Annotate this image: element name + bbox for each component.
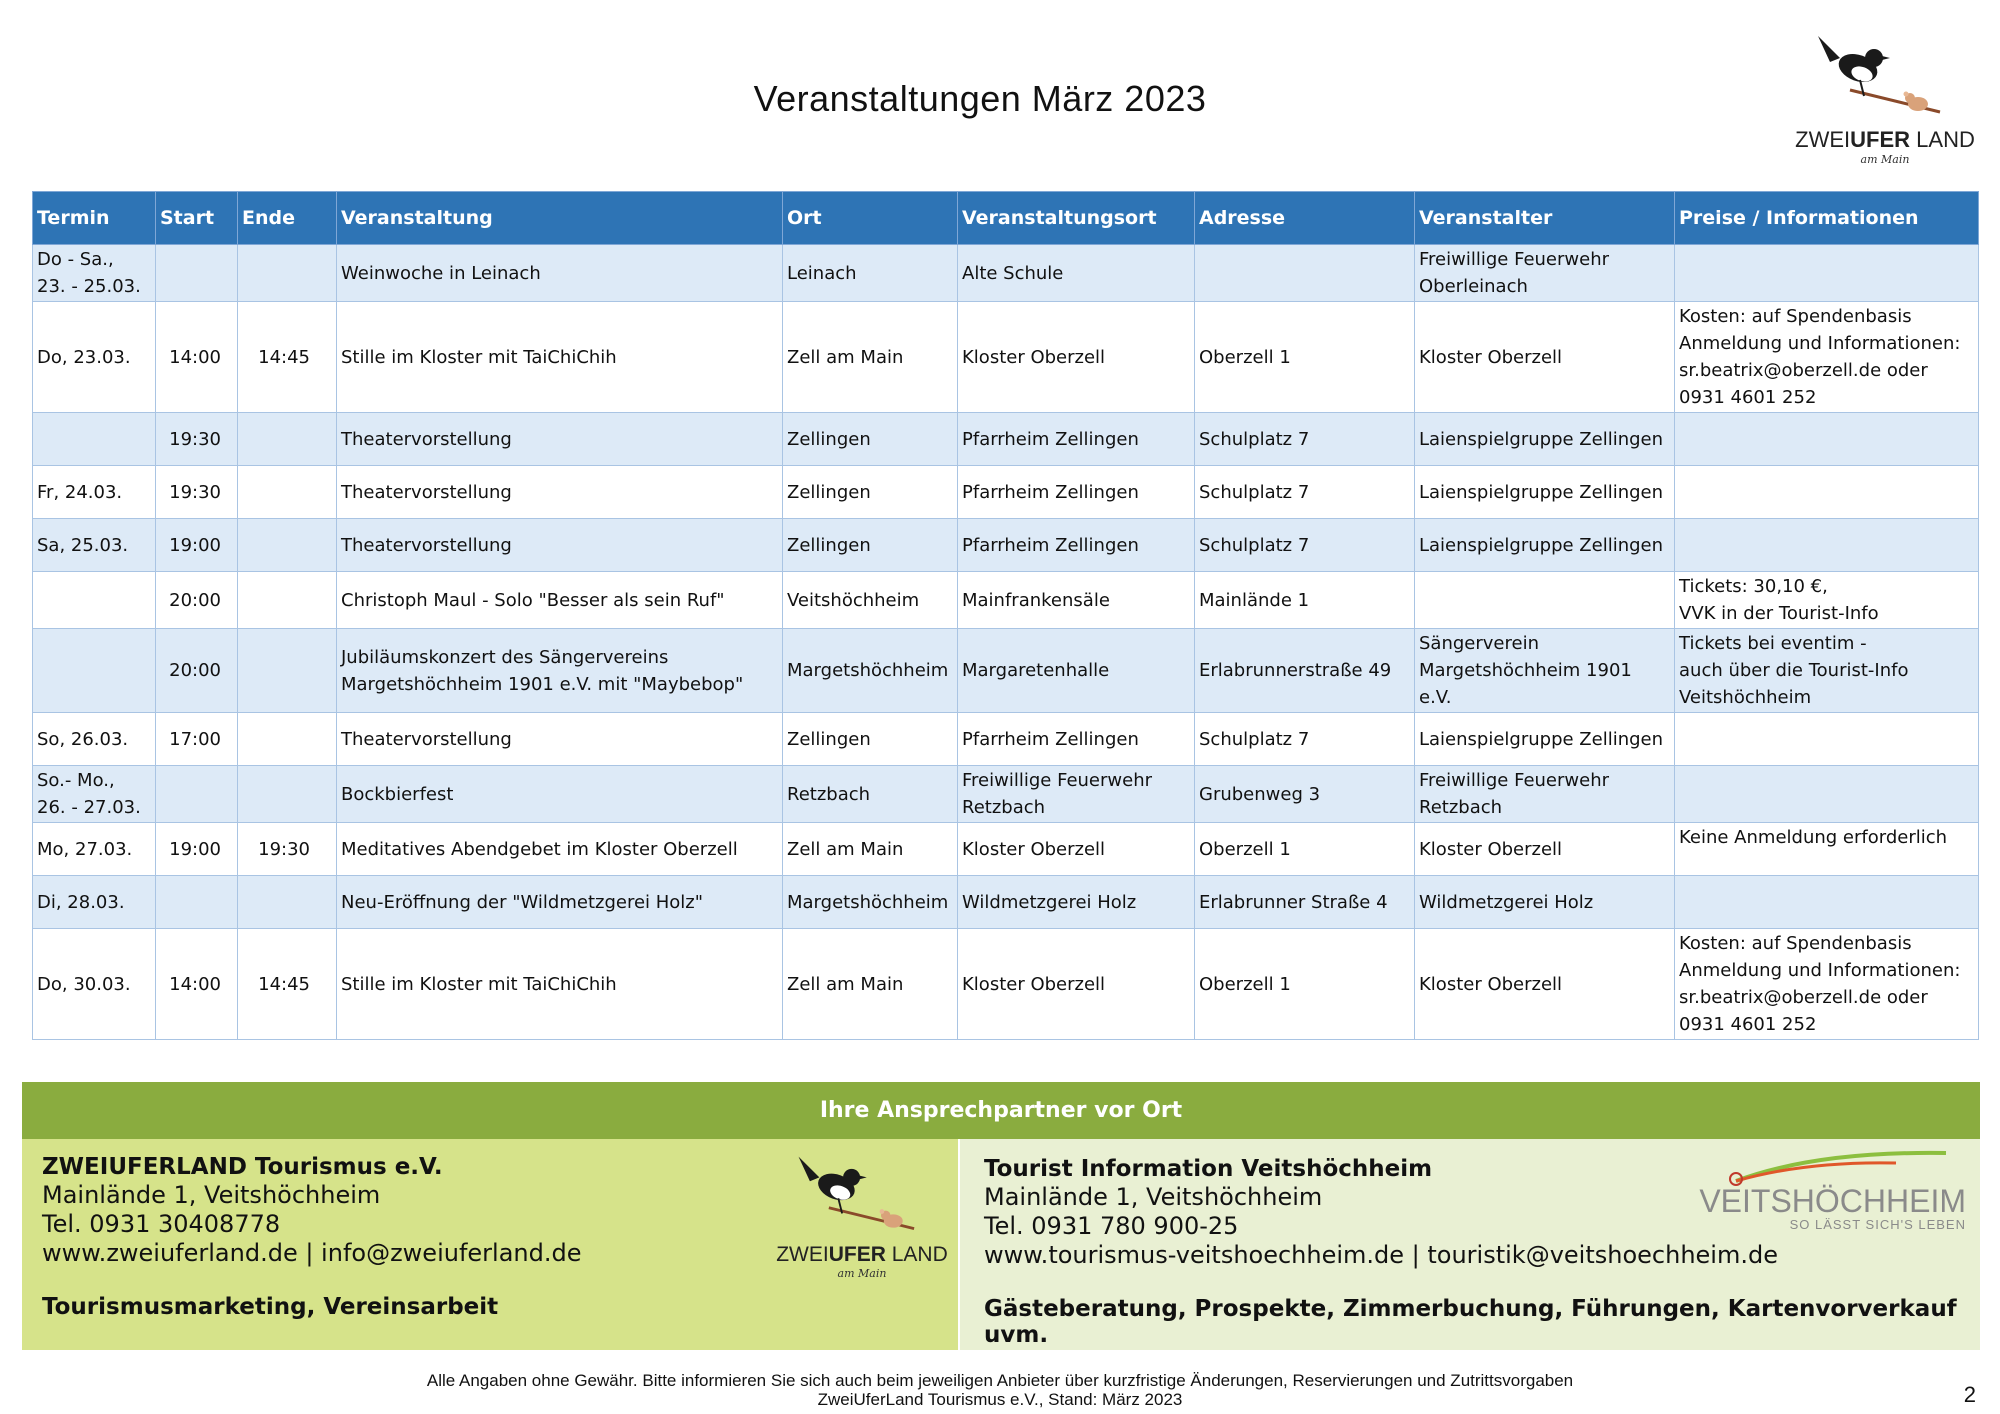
publisher-line: ZweiUferLand Tourismus e.V., Stand: März 2023 bbox=[817, 1390, 1183, 1409]
cell-line: Kloster Oberzell bbox=[962, 973, 1106, 995]
cell-line: sr.beatrix@oberzell.de oder bbox=[1679, 360, 1928, 381]
table-row bbox=[33, 766, 1979, 823]
cell-line: Fr, 24.03. bbox=[37, 481, 123, 503]
cell-adresse: Schulplatz 7 bbox=[1195, 713, 1415, 766]
cell-line: Veitshöchheim bbox=[1679, 687, 1812, 708]
cell-line: Pfarrheim Zellingen bbox=[962, 428, 1139, 450]
cell-info bbox=[1675, 713, 1979, 766]
cell-line: Freiwillige Feuerwehr bbox=[962, 770, 1153, 791]
cell-start: 20:00 bbox=[156, 629, 238, 713]
table-row bbox=[33, 302, 1979, 413]
cell-vort bbox=[958, 302, 1195, 413]
cell-start bbox=[156, 876, 238, 929]
cell-line: Margetshöchheim 1901 e.V. bbox=[1419, 660, 1632, 708]
cell-vort bbox=[958, 519, 1195, 572]
cell-start: 19:00 bbox=[156, 519, 238, 572]
cell-veranstaltung bbox=[337, 929, 783, 1040]
contact-phone[interactable]: Tel. 0931 30408778 bbox=[42, 1210, 281, 1238]
cell-ort: Zellingen bbox=[783, 713, 958, 766]
cell-ende bbox=[238, 466, 337, 519]
cell-line: Pfarrheim Zellingen bbox=[962, 728, 1139, 750]
cell-line: Margetshöchheim 1901 e.V. mit "Maybebop" bbox=[341, 673, 744, 695]
contact-web[interactable]: www.tourismus-veitshoechheim.de | touristik@veitshoechheim.de bbox=[984, 1241, 1778, 1269]
cell-start bbox=[156, 766, 238, 823]
cell-info bbox=[1675, 302, 1979, 413]
cell-line: Neu-Eröffnung der "Wildmetzgerei Holz" bbox=[341, 891, 704, 913]
cell-start: 14:00 bbox=[156, 929, 238, 1040]
contact-tourist-info bbox=[960, 1139, 1980, 1350]
column-header: Preise / Informationen bbox=[1675, 192, 1979, 245]
contact-web[interactable]: www.zweiuferland.de | info@zweiuferland.de bbox=[42, 1239, 582, 1267]
logo-wordmark: ZWEIUFER LAND bbox=[776, 1243, 948, 1266]
cell-line: Tickets: 30,10 €, bbox=[1679, 576, 1828, 597]
cell-ende bbox=[238, 519, 337, 572]
cell-line: Laienspielgruppe Zellingen bbox=[1419, 728, 1664, 750]
cell-adresse bbox=[1195, 245, 1415, 302]
cell-line: Pfarrheim Zellingen bbox=[962, 534, 1139, 556]
column-header: Ende bbox=[238, 192, 337, 245]
cell-line: Bockbierfest bbox=[341, 783, 454, 805]
cell-line: Sängerverein bbox=[1419, 633, 1539, 654]
cell-info bbox=[1675, 245, 1979, 302]
cell-veranstalter bbox=[1415, 302, 1675, 413]
cell-line: Do, 23.03. bbox=[37, 346, 131, 368]
cell-vort bbox=[958, 766, 1195, 823]
cell-line: Christoph Maul - Solo "Besser als sein Ruf" bbox=[341, 589, 725, 611]
cell-info bbox=[1675, 519, 1979, 572]
cell-start: 19:30 bbox=[156, 466, 238, 519]
cell-line: Mainfrankensäle bbox=[962, 589, 1110, 611]
page-number: 2 bbox=[1963, 1382, 1976, 1407]
cell-line: Oberleinach bbox=[1419, 276, 1528, 297]
cell-ende bbox=[238, 245, 337, 302]
veitshoechheim-logo bbox=[1696, 1141, 1966, 1241]
cell-veranstalter bbox=[1415, 572, 1675, 629]
cell-ende bbox=[238, 876, 337, 929]
contact-address: Mainlände 1, Veitshöchheim bbox=[984, 1183, 1323, 1211]
cell-line: 0931 4601 252 bbox=[1679, 1014, 1817, 1035]
cell-line: Stille im Kloster mit TaiChiChih bbox=[341, 346, 617, 368]
contact-section bbox=[22, 1082, 1980, 1350]
cell-termin bbox=[33, 713, 156, 766]
cell-veranstalter bbox=[1415, 519, 1675, 572]
cell-ort: Zell am Main bbox=[783, 302, 958, 413]
disclaimer-line: Alle Angaben ohne Gewähr. Bitte informieren Sie sich auch beim jeweiligen Anbieter über kurzfristige Änderungen, Reservierungen und Zutrittsvorgaben bbox=[426, 1371, 1574, 1390]
disclaimer-footer bbox=[0, 1371, 2000, 1409]
magpie-icon bbox=[1790, 28, 1980, 123]
cell-line: Theatervorstellung bbox=[341, 428, 512, 450]
cell-line: Sa, 25.03. bbox=[37, 534, 129, 556]
cell-adresse: Oberzell 1 bbox=[1195, 302, 1415, 413]
cell-veranstaltung bbox=[337, 876, 783, 929]
contact-name: ZWEIUFERLAND Tourismus e.V. bbox=[42, 1154, 443, 1180]
cell-veranstalter bbox=[1415, 823, 1675, 876]
cell-line: Kloster Oberzell bbox=[962, 838, 1106, 860]
cell-termin bbox=[33, 519, 156, 572]
cell-info bbox=[1675, 572, 1979, 629]
cell-line: VVK in der Tourist-Info bbox=[1679, 603, 1879, 624]
table-row bbox=[33, 629, 1979, 713]
cell-line: Alte Schule bbox=[962, 262, 1064, 284]
cell-termin bbox=[33, 572, 156, 629]
cell-ort: Zellingen bbox=[783, 519, 958, 572]
cell-start bbox=[156, 245, 238, 302]
cell-ende bbox=[238, 413, 337, 466]
veitshoechheim-wordmark: VEITSHÖCHHEIM bbox=[1699, 1183, 1966, 1219]
table-row bbox=[33, 823, 1979, 876]
cell-vort bbox=[958, 876, 1195, 929]
cell-start: 17:00 bbox=[156, 713, 238, 766]
cell-vort bbox=[958, 245, 1195, 302]
cell-line: Kloster Oberzell bbox=[962, 346, 1106, 368]
cell-start: 14:00 bbox=[156, 302, 238, 413]
cell-ende bbox=[238, 713, 337, 766]
cell-line: Freiwillige Feuerwehr bbox=[1419, 770, 1610, 791]
cell-adresse: Grubenweg 3 bbox=[1195, 766, 1415, 823]
table-row bbox=[33, 413, 1979, 466]
cell-info bbox=[1675, 629, 1979, 713]
table-row bbox=[33, 572, 1979, 629]
cell-vort bbox=[958, 629, 1195, 713]
contact-focus: Gästeberatung, Prospekte, Zimmerbuchung, Führungen, Kartenvorverkauf uvm. bbox=[984, 1296, 1957, 1348]
events-table bbox=[32, 191, 1979, 1040]
cell-ende bbox=[238, 629, 337, 713]
cell-veranstaltung bbox=[337, 413, 783, 466]
cell-ort: Zell am Main bbox=[783, 929, 958, 1040]
cell-termin bbox=[33, 929, 156, 1040]
cell-line: Retzbach bbox=[1419, 797, 1503, 818]
cell-line: Laienspielgruppe Zellingen bbox=[1419, 534, 1664, 556]
cell-line: So, 26.03. bbox=[37, 728, 129, 750]
cell-line: Do, 30.03. bbox=[37, 973, 131, 995]
table-row bbox=[33, 929, 1979, 1040]
cell-line: Keine Anmeldung erforderlich bbox=[1679, 827, 1948, 848]
cell-veranstaltung bbox=[337, 713, 783, 766]
contact-heading: Ihre Ansprechpartner vor Ort bbox=[22, 1082, 1980, 1139]
column-header: Veranstaltungsort bbox=[958, 192, 1195, 245]
contact-address: Mainlände 1, Veitshöchheim bbox=[42, 1181, 381, 1209]
cell-vort bbox=[958, 823, 1195, 876]
column-header: Ort bbox=[783, 192, 958, 245]
cell-line: Freiwillige Feuerwehr bbox=[1419, 249, 1610, 270]
cell-ort: Leinach bbox=[783, 245, 958, 302]
cell-start: 19:00 bbox=[156, 823, 238, 876]
cell-veranstalter bbox=[1415, 245, 1675, 302]
cell-line: 26. - 27.03. bbox=[37, 797, 141, 818]
zweiuferland-logo-small bbox=[772, 1149, 952, 1289]
cell-line: auch über die Tourist-Info bbox=[1679, 660, 1909, 681]
cell-line: Jubiläumskonzert des Sängervereins bbox=[341, 646, 669, 668]
cell-line: 23. - 25.03. bbox=[37, 276, 141, 297]
cell-ort: Zellingen bbox=[783, 413, 958, 466]
cell-line: sr.beatrix@oberzell.de oder bbox=[1679, 987, 1928, 1008]
column-header: Termin bbox=[33, 192, 156, 245]
cell-termin bbox=[33, 876, 156, 929]
page-title: Veranstaltungen März 2023 bbox=[753, 78, 1207, 119]
cell-vort bbox=[958, 572, 1195, 629]
column-header: Veranstalter bbox=[1415, 192, 1675, 245]
cell-ort: Margetshöchheim bbox=[783, 629, 958, 713]
logo-subtitle: am Main bbox=[837, 1267, 887, 1280]
cell-veranstalter bbox=[1415, 766, 1675, 823]
cell-veranstalter bbox=[1415, 929, 1675, 1040]
cell-line: Weinwoche in Leinach bbox=[341, 262, 541, 284]
cell-line: So.- Mo., bbox=[37, 770, 115, 791]
cell-line: Theatervorstellung bbox=[341, 534, 512, 556]
cell-termin bbox=[33, 766, 156, 823]
cell-start: 20:00 bbox=[156, 572, 238, 629]
cell-info bbox=[1675, 413, 1979, 466]
cell-veranstaltung bbox=[337, 629, 783, 713]
cell-ort: Zellingen bbox=[783, 466, 958, 519]
cell-line: Stille im Kloster mit TaiChiChih bbox=[341, 973, 617, 995]
cell-line: Mo, 27.03. bbox=[37, 838, 133, 860]
cell-line: Do - Sa., bbox=[37, 249, 114, 270]
cell-ende bbox=[238, 766, 337, 823]
cell-vort bbox=[958, 713, 1195, 766]
cell-adresse: Schulplatz 7 bbox=[1195, 519, 1415, 572]
cell-veranstaltung bbox=[337, 766, 783, 823]
cell-adresse: Oberzell 1 bbox=[1195, 823, 1415, 876]
cell-veranstalter bbox=[1415, 713, 1675, 766]
cell-termin bbox=[33, 823, 156, 876]
cell-termin bbox=[33, 302, 156, 413]
cell-veranstaltung bbox=[337, 572, 783, 629]
contact-phone[interactable]: Tel. 0931 780 900-25 bbox=[984, 1212, 1239, 1240]
cell-line: Kloster Oberzell bbox=[1419, 973, 1563, 995]
cell-line: Anmeldung und Informationen: bbox=[1679, 960, 1961, 981]
cell-ende: 14:45 bbox=[238, 302, 337, 413]
cell-line: Wildmetzgerei Holz bbox=[962, 891, 1137, 913]
cell-line: Di, 28.03. bbox=[37, 891, 125, 913]
cell-adresse: Oberzell 1 bbox=[1195, 929, 1415, 1040]
cell-ort: Margetshöchheim bbox=[783, 876, 958, 929]
cell-info bbox=[1675, 766, 1979, 823]
cell-veranstaltung bbox=[337, 519, 783, 572]
cell-ende: 19:30 bbox=[238, 823, 337, 876]
cell-vort bbox=[958, 413, 1195, 466]
cell-termin bbox=[33, 245, 156, 302]
cell-termin bbox=[33, 413, 156, 466]
magpie-icon bbox=[772, 1149, 952, 1239]
contact-name: Tourist Information Veitshöchheim bbox=[984, 1156, 1433, 1182]
table-body bbox=[33, 245, 1979, 1040]
table-row bbox=[33, 519, 1979, 572]
table-row bbox=[33, 245, 1979, 302]
table-row bbox=[33, 876, 1979, 929]
cell-line: Margaretenhalle bbox=[962, 660, 1110, 681]
cell-veranstaltung bbox=[337, 302, 783, 413]
cell-veranstalter bbox=[1415, 413, 1675, 466]
logo-wordmark: ZWEIUFER LAND bbox=[1795, 127, 1975, 152]
cell-veranstalter bbox=[1415, 466, 1675, 519]
table-row bbox=[33, 466, 1979, 519]
cell-veranstaltung bbox=[337, 245, 783, 302]
column-header: Veranstaltung bbox=[337, 192, 783, 245]
cell-veranstalter bbox=[1415, 876, 1675, 929]
column-header: Start bbox=[156, 192, 238, 245]
cell-line: Laienspielgruppe Zellingen bbox=[1419, 481, 1664, 503]
cell-line: Meditatives Abendgebet im Kloster Oberzell bbox=[341, 838, 738, 860]
cell-veranstalter bbox=[1415, 629, 1675, 713]
cell-line: Pfarrheim Zellingen bbox=[962, 481, 1139, 503]
column-header: Adresse bbox=[1195, 192, 1415, 245]
zweiuferland-logo bbox=[1790, 28, 1980, 178]
cell-adresse: Schulplatz 7 bbox=[1195, 466, 1415, 519]
cell-info bbox=[1675, 466, 1979, 519]
cell-ende: 14:45 bbox=[238, 929, 337, 1040]
cell-veranstaltung bbox=[337, 466, 783, 519]
cell-info bbox=[1675, 823, 1979, 876]
cell-info bbox=[1675, 929, 1979, 1040]
cell-vort bbox=[958, 929, 1195, 1040]
logo-subtitle: am Main bbox=[1860, 153, 1910, 166]
table-row bbox=[33, 713, 1979, 766]
cell-ende bbox=[238, 572, 337, 629]
cell-line: Theatervorstellung bbox=[341, 728, 512, 750]
cell-line: Theatervorstellung bbox=[341, 481, 512, 503]
cell-line: 0931 4601 252 bbox=[1679, 387, 1817, 408]
cell-line: Laienspielgruppe Zellingen bbox=[1419, 428, 1664, 450]
cell-adresse: Schulplatz 7 bbox=[1195, 413, 1415, 466]
cell-line: Retzbach bbox=[962, 797, 1046, 818]
cell-vort bbox=[958, 466, 1195, 519]
cell-adresse: Erlabrunner Straße 4 bbox=[1195, 876, 1415, 929]
cell-line: Tickets bei eventim - bbox=[1679, 633, 1867, 654]
cell-line: Anmeldung und Informationen: bbox=[1679, 333, 1961, 354]
cell-ort: Veitshöchheim bbox=[783, 572, 958, 629]
cell-ort: Retzbach bbox=[783, 766, 958, 823]
cell-adresse: Mainlände 1 bbox=[1195, 572, 1415, 629]
contact-zweiuferland bbox=[22, 1139, 960, 1350]
cell-termin bbox=[33, 629, 156, 713]
veitshoechheim-slogan: SO LÄSST SICH'S LEBEN bbox=[1789, 1217, 1966, 1232]
cell-line: Kloster Oberzell bbox=[1419, 838, 1563, 860]
cell-line: Kloster Oberzell bbox=[1419, 346, 1563, 368]
cell-line: Kosten: auf Spendenbasis bbox=[1679, 933, 1912, 954]
cell-ort: Zell am Main bbox=[783, 823, 958, 876]
cell-veranstaltung bbox=[337, 823, 783, 876]
cell-termin bbox=[33, 466, 156, 519]
cell-line: Kosten: auf Spendenbasis bbox=[1679, 306, 1912, 327]
cell-adresse: Erlabrunnerstraße 49 bbox=[1195, 629, 1415, 713]
cell-start: 19:30 bbox=[156, 413, 238, 466]
table-header-row bbox=[33, 192, 1979, 245]
cell-line: Wildmetzgerei Holz bbox=[1419, 891, 1594, 913]
contact-focus: Tourismusmarketing, Vereinsarbeit bbox=[42, 1294, 499, 1320]
cell-info bbox=[1675, 876, 1979, 929]
